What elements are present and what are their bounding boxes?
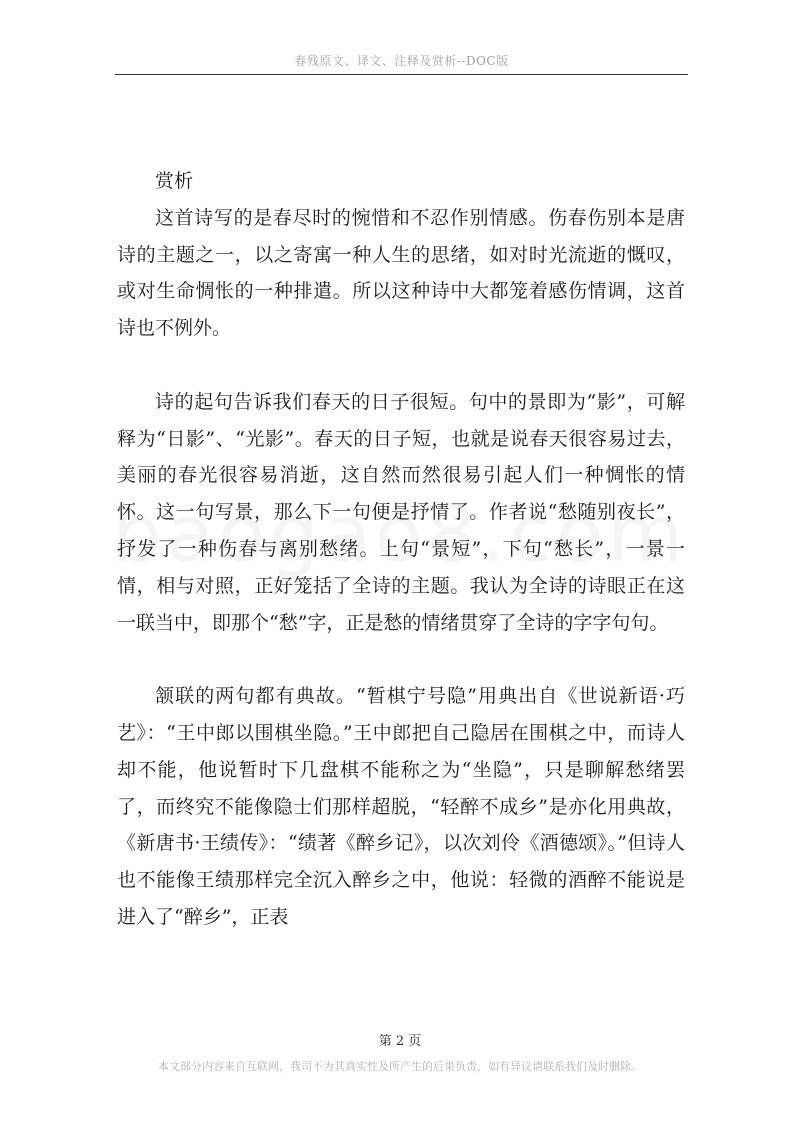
header-divider	[115, 74, 688, 75]
paragraph-spacer	[117, 641, 685, 678]
paragraph-first-couplet: 诗的起句告诉我们春天的日子很短。句中的景即为“影”，可解释为“日影”、“光影”。春天的日子短，也就是说春天很容易过去，美丽的春光很容易消逝，这自然而然很易引起人们一种惆怅的情怀。这一句写景，那么下一句便是抒情了。作者说“愁随别夜长”，抒发了一种伤春与离别愁绪。上句“景短”，下句“愁长”，一景一情，相与对照，正好笼括了全诗的主题。我认为全诗的诗眼正在这一联当中，即那个“愁”字，正是愁的情绪贯穿了全诗的字字句句。	[117, 390, 685, 634]
paragraph-second-couplet: 颔联的两句都有典故。“暂棋宁号隐”用典出自《世说新语·巧艺》：“王中郎以围棋坐隐。”王中郎把自己隐居在围棋之中，而诗人却不能，他说暂时下几盘棋不能称之为“坐隐”，只是聊解愁绪罢了，而终究不能像隐士们那样超脱，“轻醉不成乡”是亦化用典故，《新唐书·王绩传》：“绩著《醉乡记》，以次刘伶《酒德颂》。”但诗人也不能像王绩那样完全沉入醉乡之中，他说：轻微的酒醉不能说是进入了“醉乡”，正表	[117, 685, 685, 928]
footer-disclaimer: 本文部分内容来自互联网，我司不为其真实性及所产生的后果负责，如有异议请联系我们及时删除。	[158, 1060, 642, 1073]
article-body	[117, 163, 685, 936]
page-header-title: 春残原文、译文、注释及赏析--DOC版	[294, 54, 509, 68]
paragraph-intro: 这首诗写的是春尽时的惋惜和不忍作别情感。伤春伤别本是唐诗的主题之一，以之寄寓一种人生的思绪，如对时光流逝的慨叹，或对生命惆怅的一种排遣。所以这种诗中大都笼着感伤情调，这首诗也不例外。	[117, 206, 685, 340]
page-number: 第 2 页	[378, 1034, 422, 1049]
section-heading: 赏析	[155, 170, 194, 192]
paragraph-spacer	[117, 347, 685, 384]
